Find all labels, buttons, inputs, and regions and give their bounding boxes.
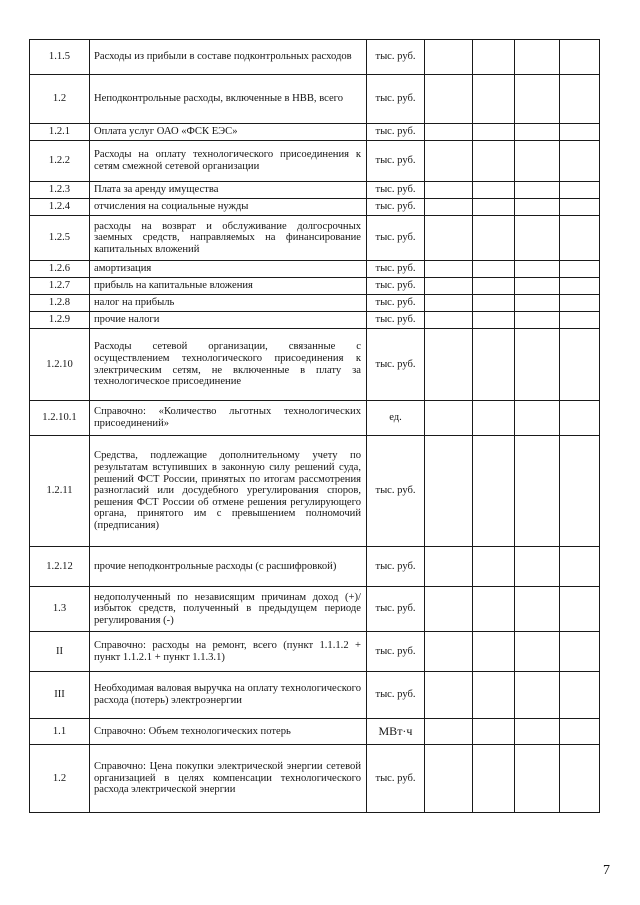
row-unit: тыс. руб. (367, 261, 425, 278)
value-cell (473, 745, 515, 813)
row-number: 1.2.11 (30, 436, 90, 547)
table-row (30, 672, 600, 719)
row-number: 1.2.1 (30, 124, 90, 141)
value-cell (473, 587, 515, 632)
row-name: Расходы сетевой организации, связанные с осуществлением технологического присоединения к электрическим сетям, не включенные в плату за технологическое присоединение (90, 329, 367, 401)
value-cell (515, 216, 560, 261)
table-row (30, 40, 600, 75)
value-cell (425, 295, 473, 312)
row-number: 1.2.6 (30, 261, 90, 278)
table-row (30, 436, 600, 547)
row-number: 1.2 (30, 75, 90, 124)
value-cell (425, 40, 473, 75)
value-cell (425, 547, 473, 587)
value-cell (473, 141, 515, 182)
row-number: 1.2.2 (30, 141, 90, 182)
table-row (30, 745, 600, 813)
value-cell (425, 719, 473, 745)
value-cell (473, 124, 515, 141)
value-cell (473, 632, 515, 672)
value-cell (473, 216, 515, 261)
row-name: прибыль на капитальные вложения (90, 278, 367, 295)
row-unit: тыс. руб. (367, 312, 425, 329)
value-cell (425, 199, 473, 216)
data-table-container (29, 39, 600, 813)
value-cell (473, 75, 515, 124)
row-unit: тыс. руб. (367, 216, 425, 261)
row-name: прочие неподконтрольные расходы (с расшифровкой) (90, 547, 367, 587)
table-row (30, 295, 600, 312)
row-unit: тыс. руб. (367, 329, 425, 401)
value-cell (425, 672, 473, 719)
table-row (30, 182, 600, 199)
value-cell (425, 329, 473, 401)
row-unit: тыс. руб. (367, 40, 425, 75)
value-cell (560, 199, 600, 216)
value-cell (560, 75, 600, 124)
value-cell (473, 329, 515, 401)
row-unit: тыс. руб. (367, 587, 425, 632)
value-cell (560, 632, 600, 672)
table-row (30, 587, 600, 632)
value-cell (560, 547, 600, 587)
value-cell (425, 75, 473, 124)
row-name: Средства, подлежащие дополнительному учету по результатам вступивших в законную силу решений суда, решений ФСТ России, принятых по итогам рассмотрения разногласий или досудебного урегулирования споров, решения ФСТ России об отмене решения регулирующего органа, принятого им с превышением полномочий (предписания) (90, 436, 367, 547)
table-row (30, 312, 600, 329)
value-cell (473, 436, 515, 547)
value-cell (515, 40, 560, 75)
value-cell (425, 182, 473, 199)
value-cell (425, 587, 473, 632)
value-cell (515, 632, 560, 672)
value-cell (515, 547, 560, 587)
value-cell (425, 436, 473, 547)
row-name: амортизация (90, 261, 367, 278)
row-number: III (30, 672, 90, 719)
table-row (30, 547, 600, 587)
row-unit: МВт·ч (367, 719, 425, 745)
value-cell (560, 182, 600, 199)
value-cell (515, 745, 560, 813)
row-unit: тыс. руб. (367, 75, 425, 124)
table-row (30, 632, 600, 672)
value-cell (515, 124, 560, 141)
row-number: 1.2.10.1 (30, 401, 90, 436)
row-unit: тыс. руб. (367, 278, 425, 295)
value-cell (473, 719, 515, 745)
value-cell (473, 312, 515, 329)
row-name: Неподконтрольные расходы, включенные в НВВ, всего (90, 75, 367, 124)
table-row (30, 216, 600, 261)
table-row (30, 278, 600, 295)
row-number: 1.2.9 (30, 312, 90, 329)
row-number: 1.3 (30, 587, 90, 632)
value-cell (473, 547, 515, 587)
value-cell (560, 261, 600, 278)
row-name: расходы на возврат и обслуживание долгосрочных заемных средств, направляемых на финансирование капитальных вложений (90, 216, 367, 261)
row-unit: тыс. руб. (367, 632, 425, 672)
value-cell (425, 216, 473, 261)
table-row (30, 329, 600, 401)
value-cell (560, 312, 600, 329)
value-cell (560, 672, 600, 719)
row-name: Справочно: Цена покупки электрической энергии сетевой организацией в целях компенсации технологического расхода электрической энергии (90, 745, 367, 813)
row-unit: тыс. руб. (367, 745, 425, 813)
row-unit: тыс. руб. (367, 672, 425, 719)
value-cell (560, 141, 600, 182)
value-cell (425, 124, 473, 141)
row-name: налог на прибыль (90, 295, 367, 312)
row-unit: тыс. руб. (367, 124, 425, 141)
row-number: 1.2.3 (30, 182, 90, 199)
row-name: Справочно: «Количество льготных технологических присоединений» (90, 401, 367, 436)
row-unit: тыс. руб. (367, 182, 425, 199)
row-unit: тыс. руб. (367, 199, 425, 216)
row-number: 1.1.5 (30, 40, 90, 75)
row-unit: тыс. руб. (367, 547, 425, 587)
row-name: Необходимая валовая выручка на оплату технологического расхода (потерь) электроэнергии (90, 672, 367, 719)
value-cell (515, 199, 560, 216)
value-cell (560, 216, 600, 261)
value-cell (515, 329, 560, 401)
value-cell (515, 182, 560, 199)
row-name: прочие налоги (90, 312, 367, 329)
row-unit: тыс. руб. (367, 141, 425, 182)
table-row (30, 401, 600, 436)
value-cell (473, 278, 515, 295)
value-cell (425, 632, 473, 672)
value-cell (515, 141, 560, 182)
value-cell (515, 295, 560, 312)
value-cell (425, 745, 473, 813)
value-cell (473, 40, 515, 75)
value-cell (515, 278, 560, 295)
table-row (30, 199, 600, 216)
row-unit: ед. (367, 401, 425, 436)
table-row (30, 141, 600, 182)
row-number: 1.2.8 (30, 295, 90, 312)
row-number: II (30, 632, 90, 672)
data-table (29, 39, 600, 813)
value-cell (515, 75, 560, 124)
row-number: 1.2.7 (30, 278, 90, 295)
value-cell (515, 436, 560, 547)
row-number: 1.2.10 (30, 329, 90, 401)
value-cell (473, 182, 515, 199)
value-cell (473, 401, 515, 436)
value-cell (560, 587, 600, 632)
value-cell (560, 401, 600, 436)
value-cell (515, 719, 560, 745)
value-cell (473, 261, 515, 278)
row-name: Плата за аренду имущества (90, 182, 367, 199)
row-number: 1.1 (30, 719, 90, 745)
value-cell (560, 124, 600, 141)
value-cell (425, 401, 473, 436)
value-cell (425, 141, 473, 182)
value-cell (473, 295, 515, 312)
value-cell (560, 436, 600, 547)
table-row (30, 124, 600, 141)
value-cell (515, 401, 560, 436)
row-name: Расходы из прибыли в составе подконтрольных расходов (90, 40, 367, 75)
value-cell (515, 672, 560, 719)
row-number: 1.2.12 (30, 547, 90, 587)
row-number: 1.2.4 (30, 199, 90, 216)
row-name: Расходы на оплату технологического присоединения к сетям смежной сетевой организации (90, 141, 367, 182)
value-cell (425, 261, 473, 278)
value-cell (425, 278, 473, 295)
table-row (30, 719, 600, 745)
row-name: отчисления на социальные нужды (90, 199, 367, 216)
row-number: 1.2.5 (30, 216, 90, 261)
value-cell (560, 295, 600, 312)
value-cell (515, 587, 560, 632)
value-cell (560, 719, 600, 745)
value-cell (473, 199, 515, 216)
row-name: недополученный по независящим причинам доход (+)/избыток средств, полученный в предыдущем периоде регулирования (-) (90, 587, 367, 632)
table-row (30, 261, 600, 278)
row-number: 1.2 (30, 745, 90, 813)
table-row (30, 75, 600, 124)
row-unit: тыс. руб. (367, 295, 425, 312)
value-cell (560, 745, 600, 813)
value-cell (515, 312, 560, 329)
value-cell (425, 312, 473, 329)
value-cell (560, 278, 600, 295)
row-name: Оплата услуг ОАО «ФСК ЕЭС» (90, 124, 367, 141)
row-name: Справочно: расходы на ремонт, всего (пункт 1.1.1.2 + пункт 1.1.2.1 + пункт 1.1.3.1) (90, 632, 367, 672)
value-cell (473, 672, 515, 719)
value-cell (560, 40, 600, 75)
value-cell (560, 329, 600, 401)
value-cell (515, 261, 560, 278)
row-unit: тыс. руб. (367, 436, 425, 547)
row-name: Справочно: Объем технологических потерь (90, 719, 367, 745)
page-number: 7 (603, 863, 610, 878)
